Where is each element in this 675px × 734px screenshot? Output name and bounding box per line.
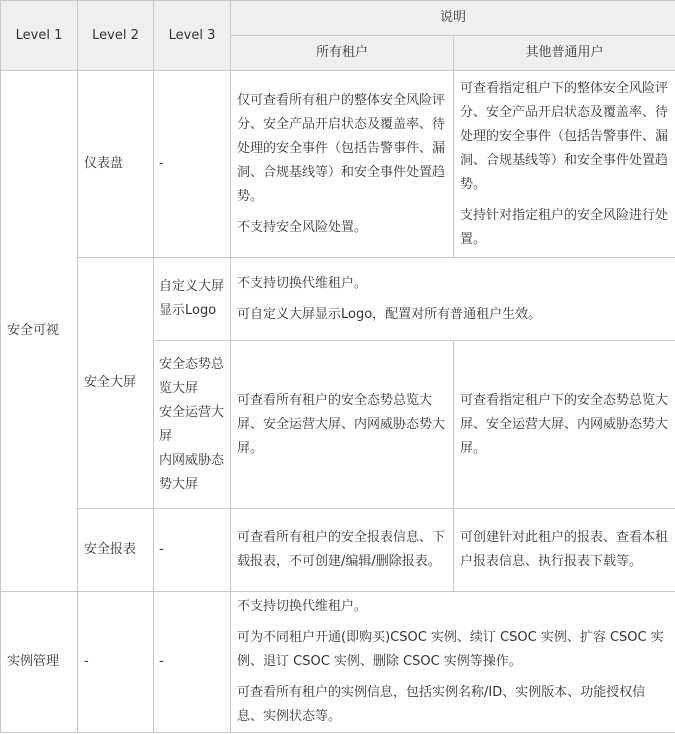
dashboard-all-text-2: 不支持安全风险处置。 xyxy=(237,219,368,235)
bigscreen-other-desc: 可查看指定租户下的安全态势总览大屏、安全运营大屏、内网威胁态势大屏。 xyxy=(454,341,675,509)
group-security-visual: 安全可视 xyxy=(1,71,78,592)
report-all-desc: 可查看所有租户的安全报表信息、下载报表，不可创建/编辑/删除报表。 xyxy=(231,509,454,592)
group-instance-mgmt: 实例管理 xyxy=(1,592,78,733)
level2-report: 安全报表 xyxy=(78,509,154,592)
instance-text-2: 可为不同租户开通(即购买)CSOC 实例、续订 CSOC 实例、扩容 CSOC 实例、退订 CSOC 实例、删除 CSOC 实例等操作。 xyxy=(237,630,664,669)
bigscreen-all-desc: 可查看所有租户的安全态势总览大屏、安全运营大屏、内网威胁态势大屏。 xyxy=(231,341,454,509)
table-row xyxy=(1,258,675,341)
level3-instance: - xyxy=(154,592,231,733)
header-other-users: 其他普通用户 xyxy=(454,36,675,71)
table-row xyxy=(1,592,675,733)
report-other-desc: 可创建针对此租户的报表、查看本租户报表信息、执行报表下载等。 xyxy=(454,509,675,592)
screen-overview: 安全态势总览大屏 xyxy=(159,356,225,396)
level3-report: - xyxy=(154,509,231,592)
table-row xyxy=(1,509,675,592)
dashboard-all-text-1: 仅可查看所有租户的整体安全风险评分、安全产品开启状态及覆盖率、待处理的安全事件（包括告警事件、漏洞、合规基线等）和安全事件处置趋势。 xyxy=(237,92,446,204)
custom-logo-text-2: 可自定义大屏显示Logo，配置对所有普通租户生效。 xyxy=(237,306,542,322)
header-level3: Level 3 xyxy=(154,1,231,71)
custom-logo-desc xyxy=(231,258,675,341)
screen-intranet-threat: 内网威胁态势大屏 xyxy=(159,452,225,492)
instance-text-3: 可查看所有租户的实例信息，包括实例名称/ID、实例版本、功能授权信息、实例状态等。 xyxy=(237,685,646,724)
header-row xyxy=(1,1,675,36)
custom-logo-text-1: 不支持切换代维租户。 xyxy=(237,275,368,291)
dashboard-other-text-1: 可查看指定租户下的整体安全风险评分、安全产品开启状态及覆盖率、待处理的安全事件（包括告警事件、漏洞、合规基线等）和安全事件处置趋势。 xyxy=(460,80,669,192)
screen-operations: 安全运营大屏 xyxy=(159,404,225,444)
level2-dashboard: 仪表盘 xyxy=(78,71,154,258)
level3-screens xyxy=(154,341,231,509)
level3-dashboard: - xyxy=(154,71,231,258)
dashboard-all-desc xyxy=(231,71,454,258)
header-description: 说明 xyxy=(231,1,675,36)
header-level1: Level 1 xyxy=(1,1,78,71)
dashboard-other-desc xyxy=(454,71,675,258)
header-level2: Level 2 xyxy=(78,1,154,71)
dashboard-other-text-2: 支持针对指定租户的安全风险进行处置。 xyxy=(460,207,669,247)
level2-instance: - xyxy=(78,592,154,733)
level2-bigscreen: 安全大屏 xyxy=(78,258,154,509)
instance-text-1: 不支持切换代维租户。 xyxy=(237,599,368,614)
level3-custom-logo: 自定义大屏显示Logo xyxy=(154,258,231,341)
table-row xyxy=(1,71,675,258)
instance-desc xyxy=(231,592,675,733)
header-all-tenants: 所有租户 xyxy=(231,36,454,71)
